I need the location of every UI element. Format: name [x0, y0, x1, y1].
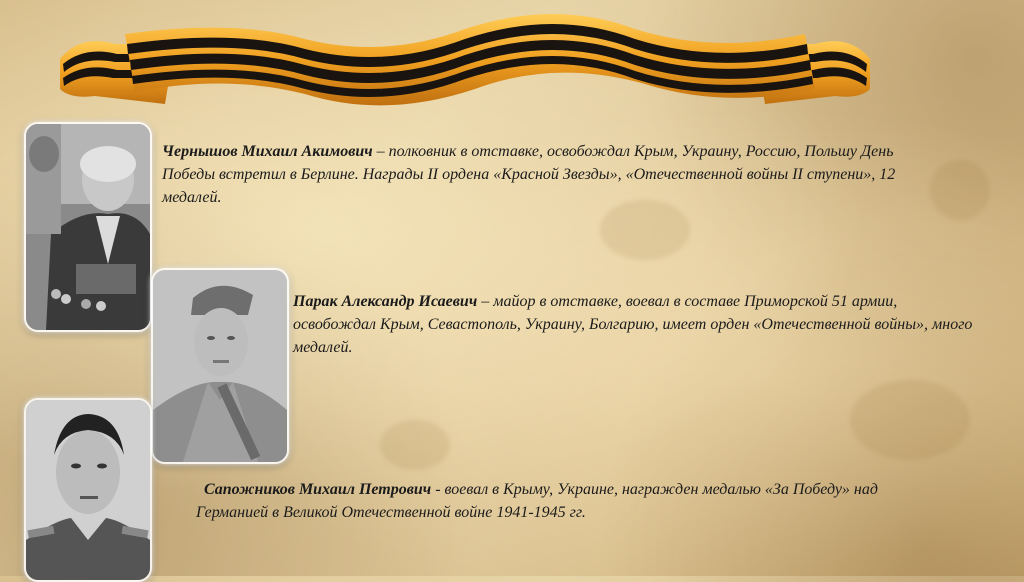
paper-stain: [930, 160, 990, 220]
paper-stain: [850, 380, 970, 460]
veteran-name: Сапожников Михаил Петрович: [204, 481, 432, 498]
veteran-description: – майор в отставке, воевал в составе Приморской 51 армии, освобождал Крым, Севастополь, Украину, Болгарию, имеет орден «Отечественной войны», много медалей.: [293, 293, 973, 356]
paper-stain: [380, 420, 450, 470]
veteran-bio-chernyshov: [162, 140, 932, 209]
veteran-bio-parak: [293, 290, 973, 359]
veteran-photo-chernyshov: [24, 122, 152, 332]
veteran-name: Чернышов Михаил Акимович: [162, 143, 373, 160]
veteran-photo-parak: [151, 268, 289, 464]
veteran-name: Парак Александр Исаевич: [293, 293, 478, 310]
veteran-description: – полковник в отставке, освобождал Крым, Украину, Россию, Польшу День Победы встретил в Берлине. Награды II ордена «Красной Звезды», «Отечественной войны II ступени», 12 медалей.: [162, 143, 896, 206]
st-george-ribbon: [55, 4, 875, 114]
paper-stain: [600, 200, 690, 260]
veteran-bio-sapozhnikov: [196, 478, 896, 524]
veteran-photo-sapozhnikov: [24, 398, 152, 582]
veteran-description: - воевал в Крыму, Украине, награжден медалью «За Победу» над Германией в Великой Отечественной войне 1941-1945 гг.: [196, 481, 878, 521]
